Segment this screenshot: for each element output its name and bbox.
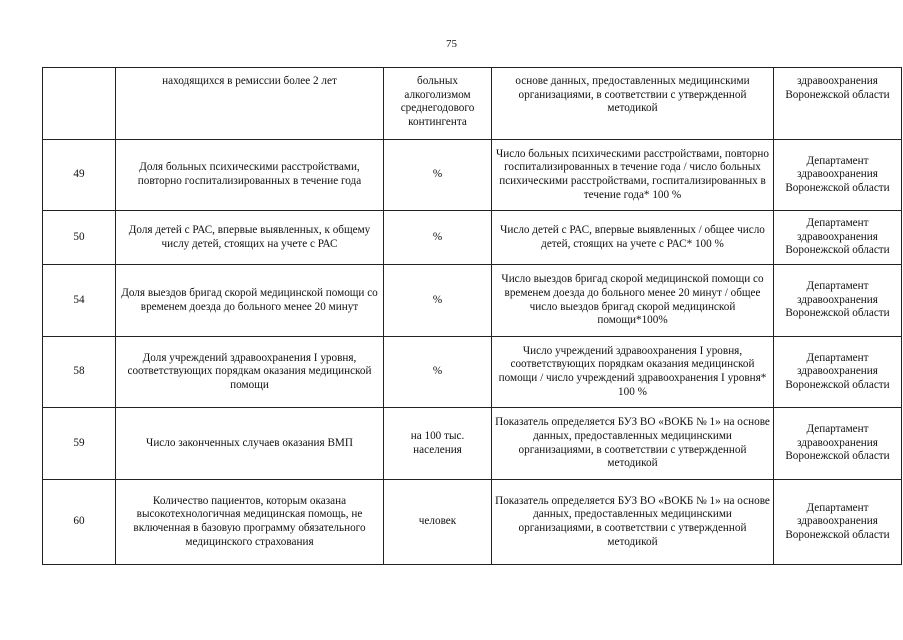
unit-cell: человек [384,480,492,565]
method-cell: Показатель определяется БУЗ ВО «ВОКБ № 1» на основе данных, предоставленных медицинскими организациями, в соответствии с утвержденной методикой [492,408,774,480]
table-row [43,265,902,337]
table-row [43,408,902,480]
unit-cell: на 100 тыс. населения [384,408,492,480]
unit-cell: % [384,140,492,211]
method-cell: основе данных, предоставленных медицинскими организациями, в соответствии с утвержденной методикой [492,68,774,140]
indicators-table [42,67,902,565]
responsible-cell: Департамент здравоохранения Воронежской области [774,211,902,265]
unit-cell: больных алкоголизмом среднегодового контингента [384,68,492,140]
table-row [43,68,902,140]
unit-cell: % [384,211,492,265]
method-cell: Показатель определяется БУЗ ВО «ВОКБ № 1» на основе данных, предоставленных медицинскими организациями, в соответствии с утвержденной методикой [492,480,774,565]
method-cell: Число больных психическими расстройствами, повторно госпитализированных в течение года / число больных психическими расстройствами, госпитализированных в течение года* 100 % [492,140,774,211]
table-row [43,480,902,565]
page-number: 75 [446,38,457,50]
method-cell: Число выездов бригад скорой медицинской помощи со временем доезда до больного менее 20 минут / общее число выездов бригад скорой медицинской помощи*100% [492,265,774,337]
row-number-cell: 50 [43,211,116,265]
indicator-name-cell: Доля учреждений здравоохранения I уровня, соответствующих порядкам оказания медицинской помощи [116,337,384,408]
method-cell: Число детей с РАС, впервые выявленных / общее число детей, стоящих на учете с РАС* 100 % [492,211,774,265]
responsible-cell: Департамент здравоохранения Воронежской области [774,408,902,480]
row-number-cell: 49 [43,140,116,211]
row-number-cell: 60 [43,480,116,565]
table-row [43,211,902,265]
table-row [43,337,902,408]
responsible-cell: Департамент здравоохранения Воронежской области [774,337,902,408]
table-row [43,140,902,211]
unit-cell: % [384,337,492,408]
row-number-cell: 54 [43,265,116,337]
unit-cell: % [384,265,492,337]
responsible-cell: Департамент здравоохранения Воронежской области [774,265,902,337]
indicator-name-cell: Доля детей с РАС, впервые выявленных, к общему числу детей, стоящих на учете с РАС [116,211,384,265]
indicator-name-cell: Доля больных психическими расстройствами, повторно госпитализированных в течение года [116,140,384,211]
responsible-cell: здравоохранения Воронежской области [774,68,902,140]
responsible-cell: Департамент здравоохранения Воронежской области [774,480,902,565]
responsible-cell: Департамент здравоохранения Воронежской области [774,140,902,211]
indicator-name-cell: Число законченных случаев оказания ВМП [116,408,384,480]
method-cell: Число учреждений здравоохранения I уровня, соответствующих порядкам оказания медицинской помощи / число учреждений здравоохранения I уровня* 100 % [492,337,774,408]
row-number-cell: 59 [43,408,116,480]
indicator-name-cell: Количество пациентов, которым оказана высокотехнологичная медицинская помощь, не включенная в базовую программу обязательного медицинского страхования [116,480,384,565]
indicator-name-cell: находящихся в ремиссии более 2 лет [116,68,384,140]
row-number-cell [43,68,116,140]
indicator-name-cell: Доля выездов бригад скорой медицинской помощи со временем доезда до больного менее 20 минут [116,265,384,337]
row-number-cell: 58 [43,337,116,408]
